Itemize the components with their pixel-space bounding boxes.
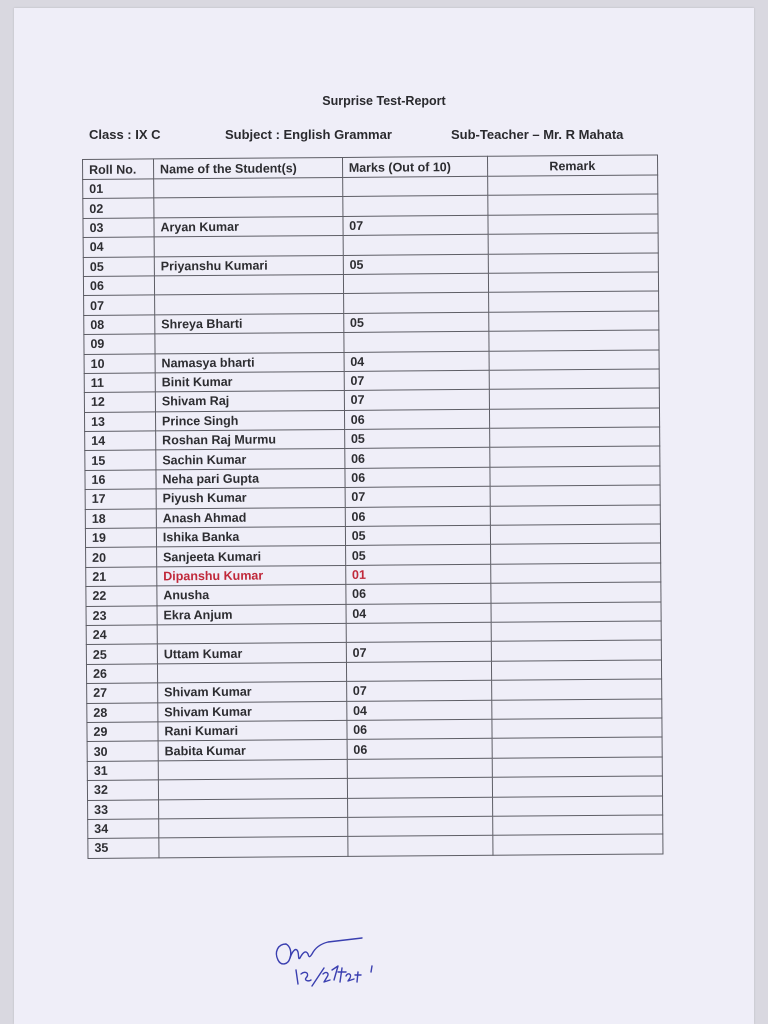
name-cell: Aryan Kumar xyxy=(154,216,343,237)
marks-cell: 07 xyxy=(346,642,491,663)
remark-cell xyxy=(492,757,663,778)
col-header-remark: Remark xyxy=(487,155,658,176)
remark-cell xyxy=(491,699,662,720)
remark-cell xyxy=(489,388,660,409)
marks-cell: 06 xyxy=(344,448,489,469)
marks-cell: 07 xyxy=(345,487,490,508)
roll-cell: 25 xyxy=(86,644,157,664)
name-cell: Rani Kumari xyxy=(158,720,347,741)
marks-cell xyxy=(347,758,492,779)
remark-cell xyxy=(489,408,660,429)
roll-cell: 30 xyxy=(87,741,158,761)
roll-cell: 31 xyxy=(87,761,158,781)
col-header-roll: Roll No. xyxy=(83,159,154,180)
marks-cell: 04 xyxy=(346,603,491,624)
roll-cell: 26 xyxy=(86,664,157,684)
roll-cell: 03 xyxy=(83,218,154,238)
roll-cell: 32 xyxy=(87,780,158,800)
remark-cell xyxy=(488,311,659,332)
remark-cell xyxy=(488,233,659,254)
roll-cell: 21 xyxy=(86,567,157,587)
roll-cell: 06 xyxy=(83,276,154,296)
marks-cell: 04 xyxy=(346,700,491,721)
name-cell xyxy=(157,623,346,644)
teacher-label: Sub-Teacher – Mr. R Mahata xyxy=(451,127,624,142)
remark-cell xyxy=(491,679,662,700)
remark-cell xyxy=(492,815,663,836)
remark-cell xyxy=(488,272,659,293)
marks-cell xyxy=(343,234,488,255)
roll-cell: 17 xyxy=(85,489,156,509)
roll-cell: 14 xyxy=(85,431,156,451)
name-cell: Priyanshu Kumari xyxy=(154,255,343,276)
remark-cell xyxy=(490,543,661,564)
col-header-name: Name of the Student(s) xyxy=(153,157,342,178)
roll-cell: 15 xyxy=(85,450,156,470)
marks-cell: 06 xyxy=(347,719,492,740)
marks-cell xyxy=(347,816,492,837)
report-title: Surprise Test-Report xyxy=(322,94,446,108)
name-cell: Ishika Banka xyxy=(156,526,345,547)
marks-cell: 06 xyxy=(345,467,490,488)
name-cell: Namasya bharti xyxy=(155,352,344,373)
name-cell: Anusha xyxy=(157,585,346,606)
remark-cell xyxy=(489,466,660,487)
marks-cell xyxy=(343,273,488,294)
table-row xyxy=(88,834,663,858)
roll-cell: 02 xyxy=(83,198,154,218)
name-cell: Ekra Anjum xyxy=(157,604,346,625)
name-cell xyxy=(154,236,343,257)
name-cell: Anash Ahmad xyxy=(156,507,345,528)
marks-cell: 07 xyxy=(346,680,491,701)
remark-cell xyxy=(491,660,662,681)
marks-cell: 05 xyxy=(345,525,490,546)
marks-cell: 07 xyxy=(344,370,489,391)
marks-cell: 01 xyxy=(345,564,490,585)
name-cell: Neha pari Gupta xyxy=(156,468,345,489)
roll-cell: 12 xyxy=(84,392,155,412)
roll-cell: 35 xyxy=(88,838,159,858)
marks-cell xyxy=(347,797,492,818)
marks-cell xyxy=(344,331,489,352)
remark-cell xyxy=(488,253,659,274)
roll-cell: 28 xyxy=(87,702,158,722)
name-cell xyxy=(155,333,344,354)
col-header-marks: Marks (Out of 10) xyxy=(342,156,487,177)
roll-cell: 09 xyxy=(84,334,155,354)
name-cell: Shreya Bharti xyxy=(155,313,344,334)
marks-cell: 07 xyxy=(343,215,488,236)
roll-cell: 27 xyxy=(87,683,158,703)
name-cell xyxy=(158,759,347,780)
name-cell: Shivam Kumar xyxy=(158,701,347,722)
roll-cell: 29 xyxy=(87,722,158,742)
marks-cell xyxy=(346,661,491,682)
remark-cell xyxy=(491,718,662,739)
remark-cell xyxy=(488,291,659,312)
name-cell: Dipanshu Kumar xyxy=(157,565,346,586)
roll-cell: 22 xyxy=(86,586,157,606)
remark-cell xyxy=(487,194,658,215)
name-cell: Prince Singh xyxy=(155,410,344,431)
remark-cell xyxy=(490,524,661,545)
roll-cell: 20 xyxy=(86,547,157,567)
remark-cell xyxy=(490,563,661,584)
roll-cell: 33 xyxy=(88,799,159,819)
remark-cell xyxy=(492,795,663,816)
roll-cell: 34 xyxy=(88,819,159,839)
roll-cell: 18 xyxy=(85,509,156,529)
name-cell xyxy=(159,837,348,858)
roll-cell: 07 xyxy=(84,295,155,315)
name-cell: Shivam Kumar xyxy=(158,682,347,703)
marks-cell: 06 xyxy=(345,506,490,527)
remark-cell xyxy=(492,776,663,797)
name-cell xyxy=(154,294,343,315)
remark-cell xyxy=(492,737,663,758)
roll-cell: 16 xyxy=(85,470,156,490)
signature-scribble xyxy=(268,930,428,990)
teacher-signature xyxy=(268,930,428,995)
name-cell: Uttam Kumar xyxy=(157,643,346,664)
marks-cell xyxy=(347,777,492,798)
remark-cell xyxy=(489,369,660,390)
marks-cell: 06 xyxy=(347,739,492,760)
name-cell: Sachin Kumar xyxy=(156,449,345,470)
remark-cell xyxy=(490,582,661,603)
roll-cell: 05 xyxy=(83,256,154,276)
subject-label: Subject : English Grammar xyxy=(225,127,392,142)
remark-cell xyxy=(491,621,662,642)
marks-cell xyxy=(346,622,491,643)
name-cell xyxy=(159,817,348,838)
roll-cell: 23 xyxy=(86,606,157,626)
roll-cell: 19 xyxy=(85,528,156,548)
remark-cell xyxy=(491,602,662,623)
name-cell: Binit Kumar xyxy=(155,371,344,392)
roll-cell: 11 xyxy=(84,373,155,393)
name-cell xyxy=(157,662,346,683)
name-cell xyxy=(154,274,343,295)
marks-cell xyxy=(343,293,488,314)
marks-cell xyxy=(343,196,488,217)
name-cell: Babita Kumar xyxy=(158,740,347,761)
remark-cell xyxy=(490,485,661,506)
marks-cell: 06 xyxy=(344,409,489,430)
name-cell: Shivam Raj xyxy=(155,391,344,412)
class-label: Class : IX C xyxy=(89,127,161,142)
marks-cell: 06 xyxy=(346,584,491,605)
name-cell: Sanjeeta Kumari xyxy=(156,546,345,567)
table-body xyxy=(83,175,663,858)
name-cell: Roshan Raj Murmu xyxy=(156,430,345,451)
name-cell xyxy=(154,197,343,218)
marks-cell: 04 xyxy=(344,351,489,372)
remark-cell xyxy=(489,427,660,448)
remark-cell xyxy=(489,349,660,370)
name-cell xyxy=(158,798,347,819)
marks-cell: 05 xyxy=(345,545,490,566)
remark-cell xyxy=(487,175,658,196)
remark-cell xyxy=(491,640,662,661)
roll-cell: 10 xyxy=(84,353,155,373)
marks-cell: 05 xyxy=(343,312,488,333)
roll-cell: 01 xyxy=(83,179,154,199)
marks-cell xyxy=(348,836,493,857)
roll-cell: 13 xyxy=(84,412,155,432)
remark-cell xyxy=(490,505,661,526)
name-cell xyxy=(154,177,343,198)
name-cell xyxy=(158,779,347,800)
roll-cell: 24 xyxy=(86,625,157,645)
marks-cell xyxy=(342,176,487,197)
marks-cell: 05 xyxy=(344,428,489,449)
roll-cell: 04 xyxy=(83,237,154,257)
report-table xyxy=(82,154,663,858)
remark-cell xyxy=(489,446,660,467)
marks-cell: 05 xyxy=(343,254,488,275)
name-cell: Piyush Kumar xyxy=(156,488,345,509)
remark-cell xyxy=(488,330,659,351)
marks-cell: 07 xyxy=(344,390,489,411)
remark-cell xyxy=(492,834,663,855)
remark-cell xyxy=(487,214,658,235)
roll-cell: 08 xyxy=(84,315,155,335)
